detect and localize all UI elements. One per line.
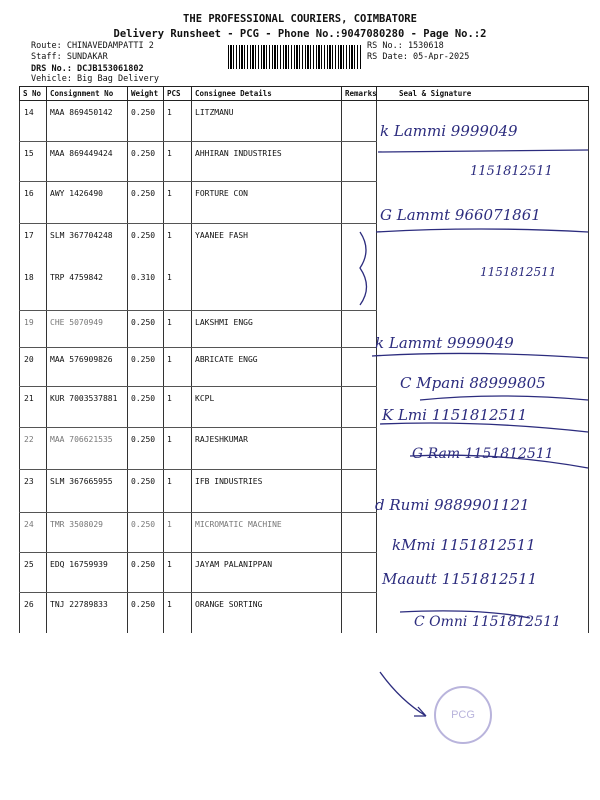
cell-pcs: 1	[164, 101, 192, 142]
cell-consignee: KCPL	[192, 387, 342, 428]
cell-remarks	[342, 470, 377, 513]
cell-consignee: LAKSHMI ENGG	[192, 311, 342, 348]
cell-pcs: 1	[164, 428, 192, 470]
drs-number: DRS No.: DCJB153061802	[31, 64, 144, 74]
col-header-pcs: PCS	[164, 87, 192, 101]
col-header-weight: Weight	[128, 87, 164, 101]
signature-row-15: 1151812511	[470, 164, 553, 179]
cell-sno: 19	[20, 311, 47, 348]
cell-sno: 21	[20, 387, 47, 428]
rs-number: RS No.: 1530618	[367, 41, 444, 51]
cell-consignment: MAA 869449424	[47, 142, 128, 182]
cell-weight: 0.250	[128, 311, 164, 348]
cell-sno: 14	[20, 101, 47, 142]
cell-weight: 0.250	[128, 428, 164, 470]
cell-weight: 0.250	[128, 182, 164, 224]
col-header-sno: S No	[20, 87, 47, 101]
cell-pcs: 1	[164, 266, 192, 311]
cell-remarks	[342, 182, 377, 224]
cell-consignment: AWY 1426490	[47, 182, 128, 224]
cell-sno: 25	[20, 553, 47, 593]
cell-consignment: MAA 706621535	[47, 428, 128, 470]
cell-consignment: CHE 5070949	[47, 311, 128, 348]
cell-remarks	[342, 224, 377, 266]
cell-remarks	[342, 513, 377, 553]
signature-row-18: 1151812511	[480, 265, 557, 279]
cell-signature	[377, 224, 589, 266]
cell-remarks	[342, 348, 377, 387]
cell-weight: 0.250	[128, 224, 164, 266]
company-name: THE PROFESSIONAL COURIERS, COIMBATORE	[183, 13, 417, 25]
cell-consignee: YAANEE FASH	[192, 224, 342, 266]
cell-pcs: 1	[164, 513, 192, 553]
cell-sno: 24	[20, 513, 47, 553]
cell-remarks	[342, 593, 377, 633]
cell-consignment: TNJ 22789833	[47, 593, 128, 633]
cell-sno: 18	[20, 266, 47, 311]
signature-row-26: Maautt 1151812511	[382, 570, 538, 588]
cell-consignment: TMR 3508029	[47, 513, 128, 553]
cell-consignment: SLM 367704248	[47, 224, 128, 266]
cell-consignee: AHHIRAN INDUSTRIES	[192, 142, 342, 182]
cell-weight: 0.250	[128, 142, 164, 182]
cell-remarks	[342, 428, 377, 470]
signature-row-21: C Mpani 88999805	[400, 374, 546, 392]
cell-weight: 0.250	[128, 348, 164, 387]
cell-sno: 23	[20, 470, 47, 513]
table-header-row	[20, 87, 589, 101]
cell-consignee: MICROMATIC MACHINE	[192, 513, 342, 553]
cell-pcs: 1	[164, 593, 192, 633]
cell-weight: 0.250	[128, 553, 164, 593]
signature-row-14: k Lammi 9999049	[380, 122, 518, 140]
runsheet-title: Delivery Runsheet - PCG - Phone No.:9047080280 - Page No.:2	[113, 28, 487, 40]
signature-bottom: C Omni 1151812511	[414, 614, 561, 630]
cell-remarks	[342, 266, 377, 311]
col-header-remarks: Remarks	[342, 87, 377, 101]
cell-consignee	[192, 266, 342, 311]
cell-remarks	[342, 553, 377, 593]
cell-consignee: RAJESHKUMAR	[192, 428, 342, 470]
cell-pcs: 1	[164, 182, 192, 224]
staff-label: Staff: SUNDAKAR	[31, 52, 108, 60]
col-header-signature: Seal & Signature	[377, 87, 589, 101]
signature-row-25: kMmi 1151812511	[392, 536, 536, 554]
cell-weight: 0.310	[128, 266, 164, 311]
cell-consignment: TRP 4759842	[47, 266, 128, 311]
signature-row-23: G Ram 1151812511	[412, 446, 554, 462]
cell-consignment: MAA 576909826	[47, 348, 128, 387]
signature-row-22: K Lmi 1151812511	[382, 406, 528, 424]
cell-consignment: SLM 367665955	[47, 470, 128, 513]
cell-pcs: 1	[164, 387, 192, 428]
col-header-consignment: Consignment No	[47, 87, 128, 101]
cell-remarks	[342, 387, 377, 428]
signature-row-17: G Lammt 966071861	[380, 206, 541, 224]
vehicle-label: Vehicle: Big Bag Delivery	[31, 74, 159, 84]
cell-sno: 16	[20, 182, 47, 224]
cell-weight: 0.250	[128, 101, 164, 142]
cell-sno: 22	[20, 428, 47, 470]
col-header-consignee: Consignee Details	[192, 87, 342, 101]
cell-remarks	[342, 142, 377, 182]
pcg-stamp	[434, 686, 492, 744]
rs-date: RS Date: 05-Apr-2025	[367, 52, 470, 60]
cell-consignee: ABRICATE ENGG	[192, 348, 342, 387]
cell-sno: 17	[20, 224, 47, 266]
stamp-text: PCG	[451, 709, 475, 721]
cell-remarks	[342, 311, 377, 348]
cell-consignee: IFB INDUSTRIES	[192, 470, 342, 513]
cell-pcs: 1	[164, 470, 192, 513]
cell-weight: 0.250	[128, 513, 164, 553]
signature-row-24: d Rumi 9889901121	[375, 496, 530, 514]
cell-sno: 20	[20, 348, 47, 387]
cell-weight: 0.250	[128, 470, 164, 513]
cell-consignment: MAA 869450142	[47, 101, 128, 142]
cell-sno: 26	[20, 593, 47, 633]
signature-row-20: k Lammt 9999049	[375, 334, 514, 352]
cell-consignee: ORANGE SORTING	[192, 593, 342, 633]
cell-consignment: EDQ 16759939	[47, 553, 128, 593]
table-row	[20, 224, 589, 266]
cell-pcs: 1	[164, 224, 192, 266]
cell-remarks	[342, 101, 377, 142]
cell-pcs: 1	[164, 142, 192, 182]
cell-pcs: 1	[164, 553, 192, 593]
cell-pcs: 1	[164, 348, 192, 387]
cell-pcs: 1	[164, 311, 192, 348]
cell-consignment: KUR 7003537881	[47, 387, 128, 428]
cell-sno: 15	[20, 142, 47, 182]
cell-weight: 0.250	[128, 387, 164, 428]
route-label: Route: CHINAVEDAMPATTI 2	[31, 41, 154, 51]
barcode	[228, 45, 362, 69]
cell-consignee: JAYAM PALANIPPAN	[192, 553, 342, 593]
cell-consignee: FORTURE CON	[192, 182, 342, 224]
cell-weight: 0.250	[128, 593, 164, 633]
cell-consignee: LITZMANU	[192, 101, 342, 142]
